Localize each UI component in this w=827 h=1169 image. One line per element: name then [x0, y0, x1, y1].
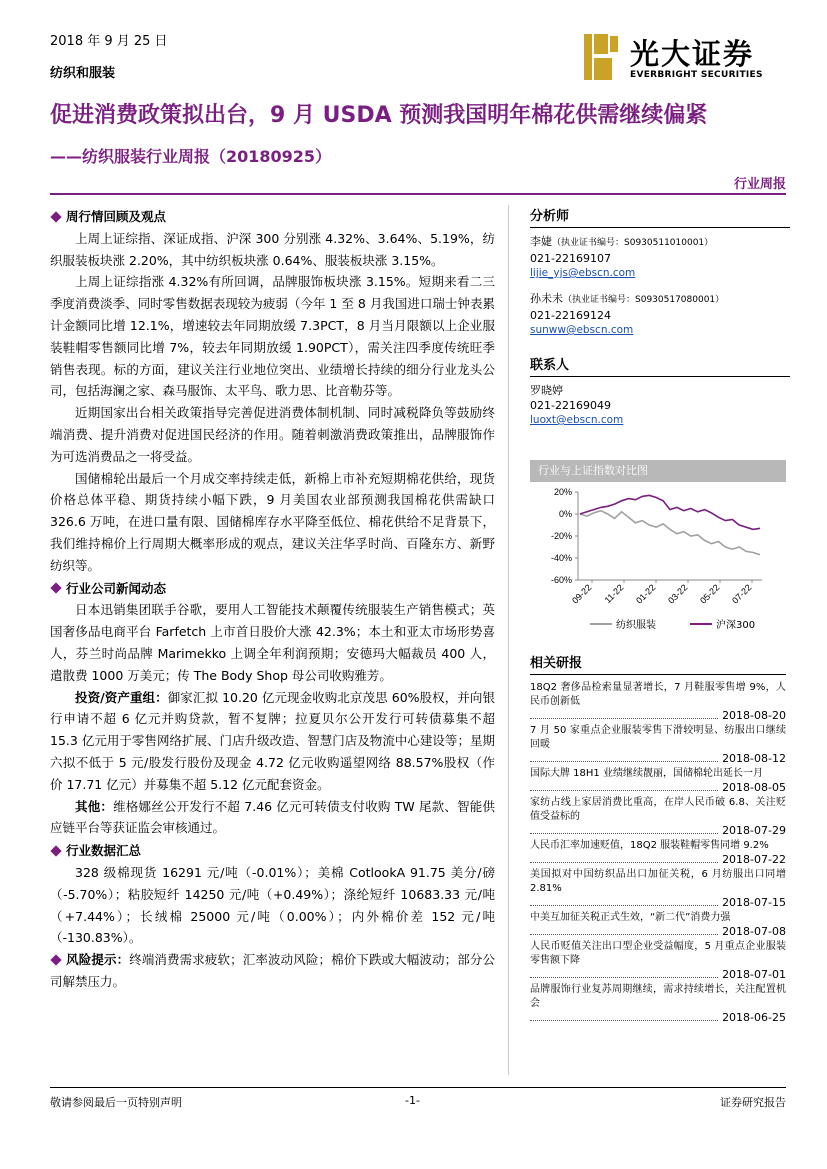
contact-email-link[interactable]: luoxt@ebscn.com: [530, 414, 624, 426]
logo-chinese-name: 光大证券: [630, 37, 755, 71]
dotted-leader: [530, 862, 718, 863]
legend-label: 纺织服装: [616, 620, 656, 631]
related-report-date: 2018-08-12: [722, 752, 786, 765]
related-report-date: 2018-07-01: [722, 968, 786, 981]
analyst-name: 李婕: [530, 235, 552, 248]
dotted-leader: [530, 833, 718, 834]
x-tick-label: 03-22: [666, 582, 690, 606]
analyst-card: [530, 291, 790, 338]
related-report-item[interactable]: [530, 983, 786, 1025]
related-report-date: 2018-08-20: [722, 709, 786, 722]
related-report-title: 人民币汇率加速贬值，18Q2 服装鞋帽零售同增 9.2%: [530, 840, 769, 851]
paragraph-label: 其他：: [75, 798, 114, 814]
paragraph: [50, 796, 495, 840]
section-heading: 周行情回顾及观点: [50, 206, 495, 228]
paragraph-label: 投资/资产重组：: [75, 689, 168, 705]
related-report-title: 人民币贬值关注出口型企业受益幅度，5 月重点企业服装零售额下降: [530, 941, 786, 966]
related-report-title: 品牌服饰行业复苏周期继续，需求持续增长，关注配置机会: [530, 984, 786, 1009]
related-report-title: 中美互加征关税正式生效，“新二代”消费力强: [530, 912, 731, 923]
related-report-date-row: [530, 896, 786, 910]
dotted-leader: [530, 790, 718, 791]
comparison-chart: [530, 460, 786, 636]
diamond-bullet-icon: [50, 211, 61, 222]
paragraph: 近期国家出台相关政策指导完善促进消费体制机制、同时减税降负等鼓励终端消费、提升消费对促进国民经济的作用。随着刺激消费政策推出，品牌服饰作为可选消费品之一将受益。: [50, 405, 495, 464]
risk-text: 终端消费需求疲软；汇率波动风险；棉价下跌或大幅波动；部分公司解禁压力。: [50, 952, 495, 989]
paragraph: 上周上证综指、深证成指、沪深 300 分别涨 4.32%、3.64%、5.19%，纺织服装板块涨 2.20%，其中纺织板块涨 0.64%、服装板块涨 3.15%。: [50, 230, 495, 268]
section-heading: 行业公司新闻动态: [50, 578, 495, 600]
related-report-item[interactable]: [530, 767, 786, 795]
y-tick-label: 0%: [558, 509, 572, 519]
company-logo: [584, 34, 794, 84]
related-report-date: 2018-07-15: [722, 896, 786, 909]
related-report-date: 2018-07-29: [722, 824, 786, 837]
main-content: [50, 205, 495, 993]
dotted-leader: [530, 905, 718, 906]
y-tick-label: 20%: [553, 487, 572, 497]
x-tick-label: 05-22: [698, 582, 722, 606]
related-report-title: 国际大牌 18H1 业绩继续靓丽，国储棉轮出延长一月: [530, 768, 763, 779]
footer-divider: [50, 1087, 786, 1088]
page-number: -1-: [405, 1094, 420, 1107]
paragraph-text: 维格娜丝公开发行不超 7.46 亿元可转债支付收购 TW 尾款、智能供应链平台等获证监会审核通过。: [50, 798, 495, 836]
related-report-item[interactable]: [530, 724, 786, 766]
logo-english-name: EVERBRIGHT SECURITIES: [630, 70, 763, 80]
contact-heading: 联系人: [530, 354, 790, 377]
related-reports: [530, 652, 786, 1026]
page-title: 促进消费政策拟出台，9 月 USDA 预测我国明年棉花供需继续偏紧: [50, 103, 708, 128]
related-report-date: 2018-08-05: [722, 781, 786, 794]
analyst-email-link[interactable]: lijie_yjs@ebscn.com: [530, 267, 636, 279]
related-report-date-row: [530, 853, 786, 867]
diamond-bullet-icon: [50, 954, 61, 965]
analyst-email-link[interactable]: sunww@ebscn.com: [530, 324, 634, 336]
contact-phone: 021-22169049: [530, 399, 611, 412]
chart-title: 行业与上证指数对比图: [530, 460, 786, 482]
header-divider: [50, 193, 786, 195]
related-report-date-row: [530, 824, 786, 838]
related-report-title: 美国拟对中国纺织品出口加征关税，6 月纺服出口同增 2.81%: [530, 869, 786, 894]
report-type-label: 行业周报: [733, 177, 786, 192]
related-report-date-row: [530, 968, 786, 982]
related-report-date-row: [530, 709, 786, 723]
analysts-heading: 分析师: [530, 205, 790, 228]
chart-canvas: [530, 482, 786, 636]
risk-heading: 风险提示：: [66, 952, 130, 968]
analyst-card: [530, 234, 790, 281]
analyst-license: （执业证书编号：S0930517080001）: [563, 295, 725, 305]
y-tick-label: -20%: [550, 531, 572, 541]
paragraph: 328 级棉现货 16291 元/吨（-0.01%）；美棉 CotlookA 91.75 美分/磅（-5.70%）；粘胶短纤 14250 元/吨（+0.49%）；涤纶短纤 10683.33 元/吨（+7.44%）；长绒棉 25000 元/吨（0.00%）；内外棉价差 152 元/吨（-130.83%）。: [50, 864, 495, 946]
related-report-date: 2018-07-08: [722, 925, 786, 938]
related-report-item[interactable]: [530, 868, 786, 910]
diamond-bullet-icon: [50, 583, 61, 594]
contact-card: [530, 383, 790, 428]
dotted-leader: [530, 977, 718, 978]
related-report-date-row: [530, 781, 786, 795]
footer-disclaimer: 敬请参阅最后一页特别声明: [50, 1096, 182, 1109]
related-report-title: 18Q2 奢侈品检索量显著增长，7 月鞋服零售增 9%，人民币创新低: [530, 682, 786, 707]
related-report-item[interactable]: [530, 940, 786, 982]
related-heading: 相关研报: [530, 652, 786, 675]
related-report-date-row: [530, 1011, 786, 1025]
logo-mark-icon: [584, 34, 620, 80]
footer-report-label: 证券研究报告: [720, 1096, 786, 1109]
report-date: 2018 年 9 月 25 日: [50, 34, 168, 49]
related-report-title: 7 月 50 家重点企业服装零售下滑较明显、纺服出口继续回暖: [530, 725, 786, 750]
analyst-phone: 021-22169124: [530, 309, 611, 322]
related-report-date-row: [530, 925, 786, 939]
sidebar: [530, 205, 790, 438]
dotted-leader: [530, 1020, 718, 1021]
related-report-item[interactable]: [530, 796, 786, 838]
related-report-item[interactable]: [530, 911, 786, 939]
diamond-bullet-icon: [50, 845, 61, 856]
legend-label: 沪深300: [716, 620, 756, 631]
column-divider: [508, 205, 509, 1075]
y-tick-label: -40%: [550, 553, 572, 563]
related-report-date: 2018-07-22: [722, 853, 786, 866]
paragraph: 国储棉轮出最后一个月成交率持续走低，新棉上市补充短期棉花供给，现货价格总体平稳、期货持续小幅下跌，9 月美国农业部预测我国棉花供需缺口 326.6 万吨，在进口量有限、国储棉库存水平降至低位、棉花供给不足背景下，我们维持棉价上行周期大概率形成的观点，建议关注华孚时尚、百隆东方、新野纺织等。: [50, 470, 495, 573]
related-report-date: 2018-06-25: [722, 1011, 786, 1024]
analyst-name: 孙未未: [530, 292, 563, 305]
paragraph: 日本迅销集团联手谷歌，要用人工智能技术颠覆传统服装生产销售模式；英国奢侈品电商平台 Farfetch 上市首日股价大涨 42.3%；本土和亚太市场形势喜人，芬兰时尚品牌 Marimekko 上调全年利润预期；安德玛大幅裁员 400 人，遣散费 1000 万美元；传 The Body Shop 母公司收购雅芳。: [50, 602, 495, 683]
x-tick-label: 07-22: [730, 582, 754, 606]
x-tick-label: 11-22: [602, 582, 626, 606]
series-line-textile: [580, 511, 760, 555]
paragraph: 上周上证综指涨 4.32%有所回调，品牌服饰板块涨 3.15%。短期来看二三季度消费淡季、同时零售数据表现较为疲弱（今年 1 至 8 月我国进口瑞士钟表累计金额同比增 12.1%，增速较去年同期放缓 7.3PCT，8 月当月限额以上企业服装鞋帽零售额同比增 7%，较去年同期放缓 1.90PCT），需关注四季度传统旺季销售表现。标的方面，建议关注行业地位突出、业绩增长持续的细分行业龙头公司，包括海澜之家、森马服饰、太平鸟、歌力思、比音勒芬等。: [50, 274, 495, 399]
section-heading: 行业数据汇总: [50, 840, 495, 862]
x-tick-label: 01-22: [634, 582, 658, 606]
dotted-leader: [530, 718, 718, 719]
analyst-phone: 021-22169107: [530, 252, 611, 265]
report-category: 纺织和服装: [50, 66, 116, 81]
related-report-title: 家纺占线上家居消费比重高，在岸人民币破 6.8、关注贬值受益标的: [530, 797, 786, 822]
x-tick-label: 09-22: [570, 582, 594, 606]
related-report-date-row: [530, 752, 786, 766]
related-report-item[interactable]: [530, 681, 786, 723]
paragraph-text: 御家汇拟 10.20 亿元现金收购北京茂思 60%股权，并向银行申请不超 6 亿元并购贷款，暂不复牌；拉夏贝尔公开发行可转债募集不超 15.3 亿元用于零售网络扩展、门店升级改造、智慧门店及物流中心建设等；星期六拟不低于 5 元/股发行股份及现金 4.72 亿元收购遥望网络 88.57%股权（作价 17.71 亿元）并募集不超 5.12 亿元配套资金。: [50, 689, 495, 792]
dotted-leader: [530, 934, 718, 935]
contact-name: 罗晓婷: [530, 384, 563, 397]
analyst-license: （执业证书编号：S0930511010001）: [552, 238, 714, 248]
related-report-item[interactable]: [530, 839, 786, 867]
series-line-csi300: [580, 495, 760, 529]
y-tick-label: -60%: [550, 575, 572, 585]
page-subtitle: ——纺织服装行业周报（20180925）: [50, 147, 332, 166]
paragraph: [50, 687, 495, 796]
dotted-leader: [530, 761, 718, 762]
risk-paragraph: [50, 949, 495, 993]
